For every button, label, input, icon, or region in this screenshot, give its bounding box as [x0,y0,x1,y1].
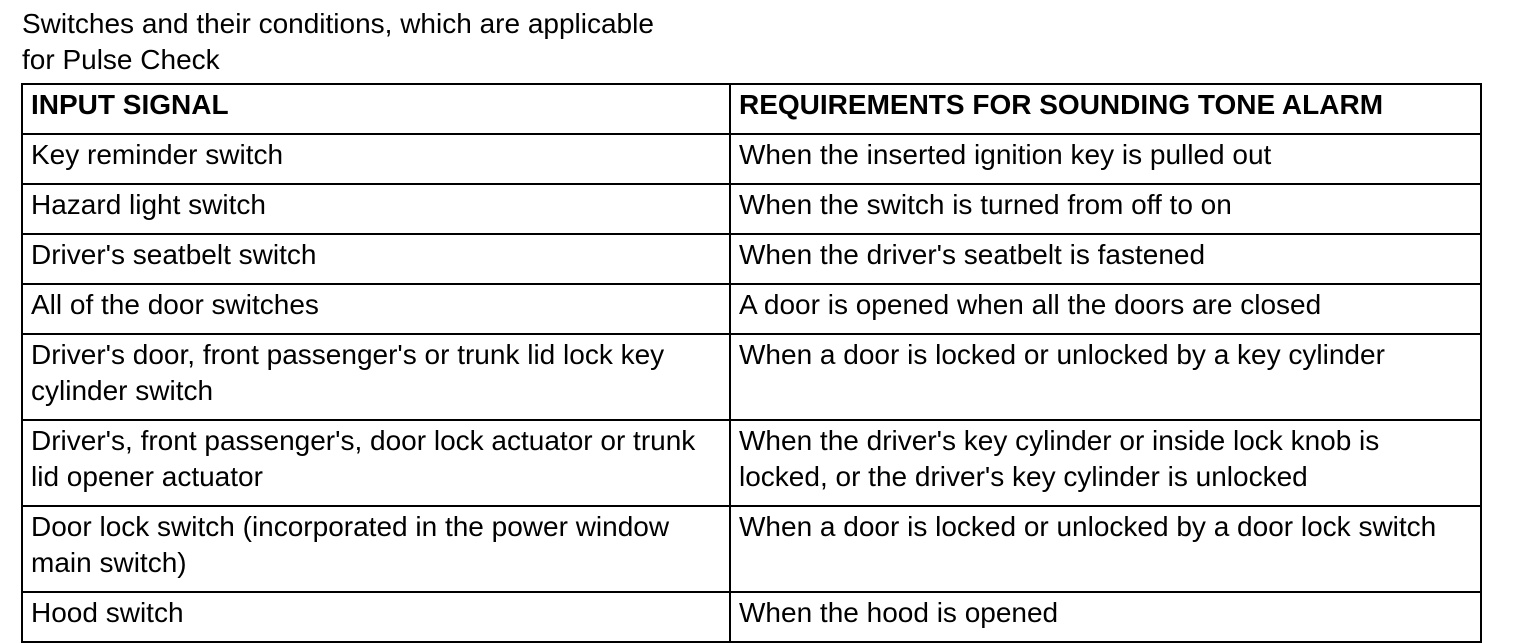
requirement-cell: A door is opened when all the doors are closed [730,284,1481,334]
table-header-row [22,84,1481,134]
table-row [22,284,1481,334]
input-signal-cell: Driver's, front passenger's, door lock actuator or trunk lid opener actuator [22,420,730,506]
requirement-cell: When a door is locked or unlocked by a key cylinder [730,334,1481,420]
input-signal-cell: Door lock switch (incorporated in the power window main switch) [22,506,730,592]
requirement-cell: When a door is locked or unlocked by a door lock switch [730,506,1481,592]
caption-line-2: for Pulse Check [22,44,220,75]
input-signal-cell: Driver's seatbelt switch [22,234,730,284]
table-row [22,506,1481,592]
table-row [22,134,1481,184]
requirement-cell: When the driver's key cylinder or inside lock knob is locked, or the driver's key cylinder is unlocked [730,420,1481,506]
caption-line-1: Switches and their conditions, which are applicable [22,8,654,39]
input-signal-cell: Key reminder switch [22,134,730,184]
requirement-cell: When the switch is turned from off to on [730,184,1481,234]
header-requirements: REQUIREMENTS FOR SOUNDING TONE ALARM [730,84,1481,134]
header-input-signal: INPUT SIGNAL [22,84,730,134]
input-signal-cell: Driver's door, front passenger's or trunk lid lock key cylinder switch [22,334,730,420]
requirement-cell: When the inserted ignition key is pulled out [730,134,1481,184]
requirement-cell: When the hood is opened [730,592,1481,642]
input-signal-cell: All of the door switches [22,284,730,334]
requirement-cell: When the driver's seatbelt is fastened [730,234,1481,284]
table-row [22,234,1481,284]
switch-conditions-table [21,83,1482,643]
table-row [22,420,1481,506]
table-row [22,592,1481,642]
table-caption [22,6,782,78]
input-signal-cell: Hazard light switch [22,184,730,234]
table-row [22,184,1481,234]
input-signal-cell: Hood switch [22,592,730,642]
table-row [22,334,1481,420]
